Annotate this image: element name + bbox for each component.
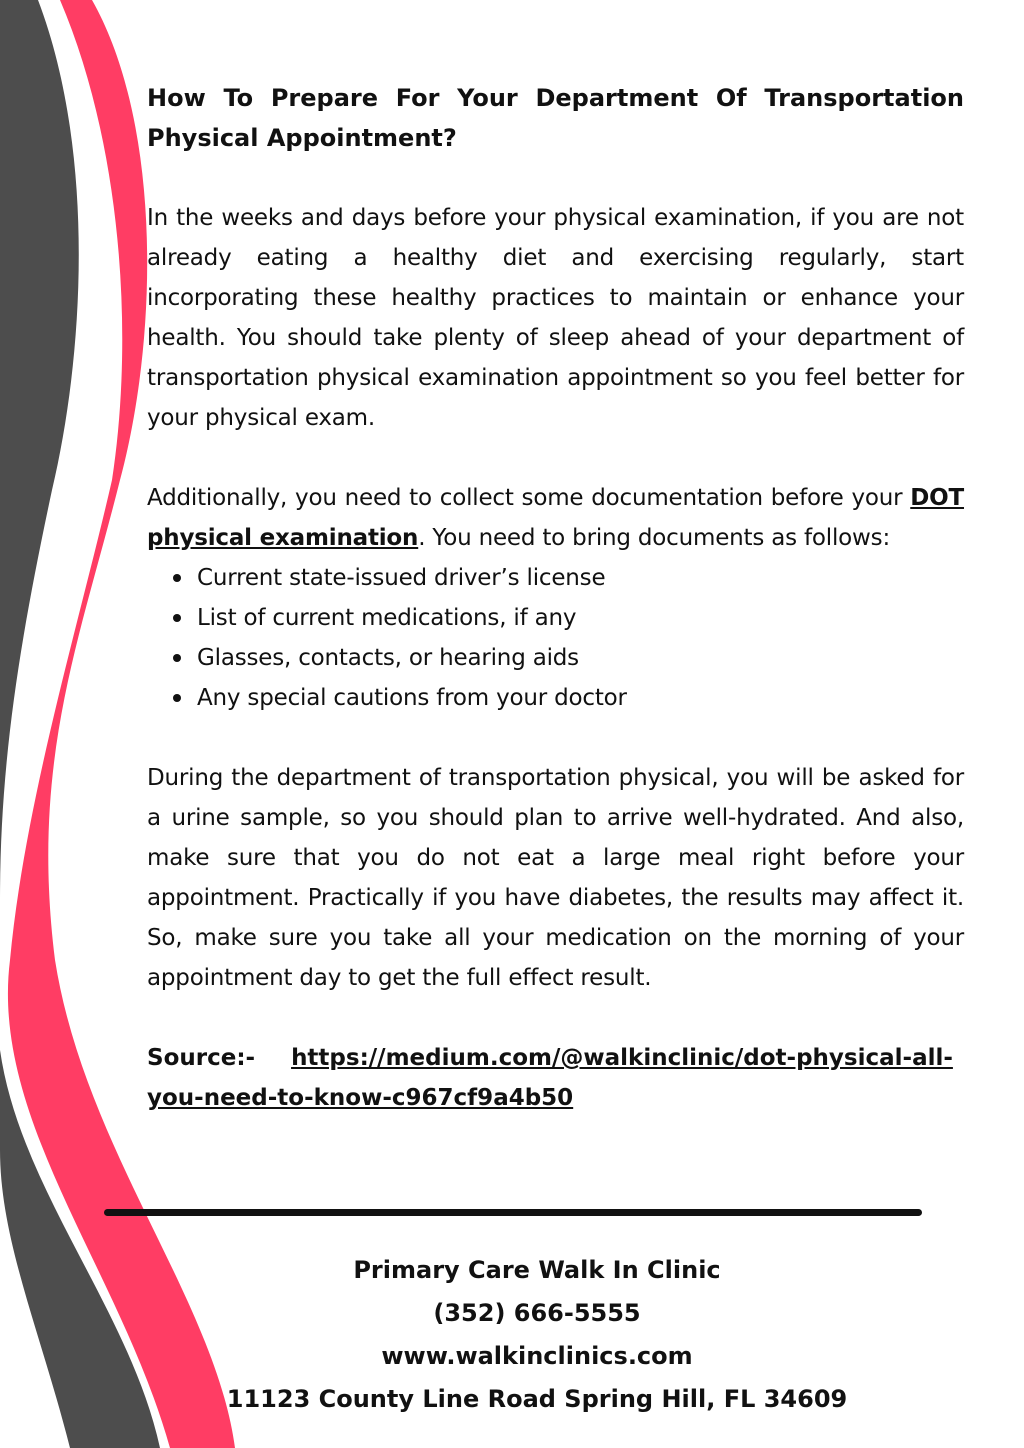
list-item [171, 558, 964, 598]
source-link[interactable]: https://medium.com/@walkinclinic/dot-physical-all-you-need-to-know-c967cf9a4b50 [147, 1045, 953, 1111]
appointment-day-paragraph: During the department of transportation physical, you will be asked for a urine sample, so you should plan to arrive well-hydrated. And also, make sure that you do not eat a large meal right before your appointment. Practically if you have diabetes, the results may affect it. So, make sure you take all your medication on the morning of your appointment day to get the full effect result. [147, 765, 964, 991]
article-content [147, 78, 964, 1118]
list-item [171, 598, 964, 638]
source-line [147, 1038, 964, 1118]
clinic-website: www.walkinclinics.com [381, 1342, 693, 1370]
documentation-text-end: . You need to bring documents as follows: [418, 525, 890, 551]
clinic-address: 11123 County Line Road Spring Hill, FL 34609 [226, 1385, 848, 1413]
clinic-name: Primary Care Walk In Clinic [353, 1256, 721, 1284]
clinic-contact-footer [147, 1249, 927, 1421]
article-title: How To Prepare For Your Department Of Transportation Physical Appointment? [147, 84, 964, 152]
documents-list [147, 558, 964, 718]
list-item-text: Current state-issued driver’s license [197, 565, 606, 591]
bullet-icon [173, 614, 181, 622]
source-label: Source:- [147, 1045, 256, 1071]
bullet-icon [173, 574, 181, 582]
intro-paragraph: In the weeks and days before your physical examination, if you are not already eating a healthy diet and exercising regularly, start incorporating these healthy practices to maintain or enhance your health. You should take plenty of sleep ahead of your department of transportation physical examination appointment so you feel better for your physical exam. [147, 205, 964, 431]
dot-physical-examination-link[interactable]: DOT physical examination [147, 485, 964, 551]
clinic-phone: (352) 666-5555 [433, 1299, 641, 1327]
list-item-text: Any special cautions from your doctor [197, 685, 627, 711]
divider [104, 1209, 922, 1216]
list-item [171, 638, 964, 678]
list-item [171, 678, 964, 718]
documentation-paragraph [147, 478, 964, 558]
bullet-icon [173, 694, 181, 702]
documentation-text-start: Additionally, you need to collect some documentation before your [147, 485, 911, 511]
bullet-icon [173, 654, 181, 662]
list-item-text: Glasses, contacts, or hearing aids [197, 645, 579, 671]
list-item-text: List of current medications, if any [197, 605, 577, 631]
